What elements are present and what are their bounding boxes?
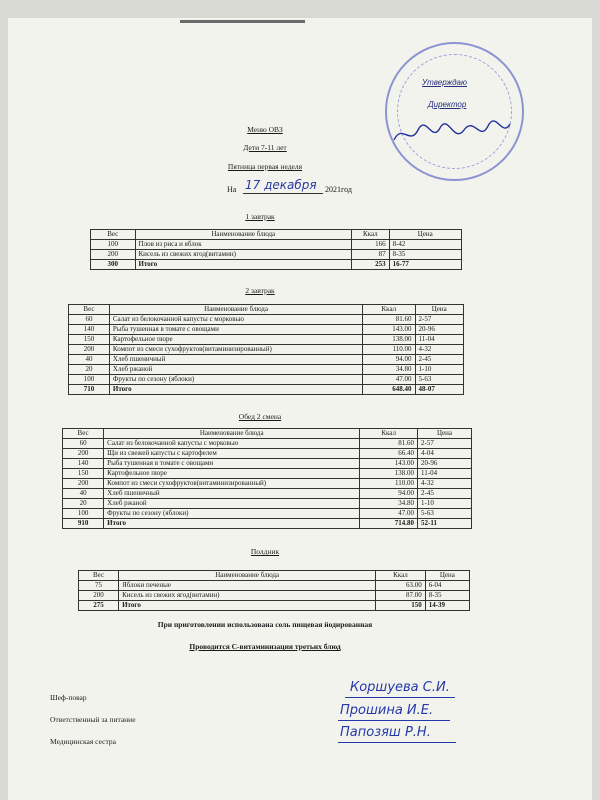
cell-weight: 200 [91,250,136,260]
section-title-snack: Полдник [250,547,280,556]
nutrition-officer-signature: Прошина И.Е. [340,703,434,718]
cell-weight: 200 [79,591,119,601]
vitamin-note: Проводится С-витаминизация третьих блюд [189,642,341,651]
cell-price: 1-10 [418,499,472,509]
table-row [63,499,472,509]
section-title-lunch: Обед 2 смена [238,412,282,421]
total-weight: 300 [91,260,136,270]
cell-name: Кисель из свежих ягод(витамин) [119,591,376,601]
cell-kcal: 143.00 [360,459,418,469]
cell-price: 8-42 [389,240,461,250]
nutrition-officer-label: Ответственный за питание [50,715,136,724]
total-row [69,385,464,395]
total-weight: 910 [63,519,104,529]
col-header-weight: Вес [91,230,136,240]
chef-label: Шеф-повар [50,693,87,702]
cell-name: Картофельное пюре [104,469,360,479]
cell-price: 20-96 [415,325,464,335]
cell-price: 2-57 [418,439,472,449]
table-row [69,335,464,345]
col-header-kcal: Ккал [352,230,390,240]
table-row [63,469,472,479]
col-header-price: Цена [389,230,461,240]
cell-weight: 60 [63,439,104,449]
cell-kcal: 94.00 [363,355,415,365]
col-header-name: Наименование блюда [135,230,352,240]
cell-name: Фрукты по сезону (яблоки) [104,509,360,519]
total-kcal: 714.80 [360,519,418,529]
table-row [69,315,464,325]
cell-price: 5-63 [418,509,472,519]
cell-kcal: 87.00 [376,591,426,601]
age-group: Дети 7-11 лет [243,143,287,152]
table-row [91,250,462,260]
table-header-row [63,429,472,439]
cell-kcal: 166 [352,240,390,250]
cell-price: 1-10 [415,365,464,375]
cell-price: 2-45 [415,355,464,365]
cell-kcal: 34.80 [363,365,415,375]
cell-weight: 150 [69,335,110,345]
cell-name: Хлеб пшеничный [104,489,360,499]
date-year: 2021год [325,185,352,194]
cell-name: Яблоки печеные [119,581,376,591]
cell-kcal: 81.60 [360,439,418,449]
total-name: Итого [119,601,376,611]
table-row [63,489,472,499]
cell-kcal: 47.00 [360,509,418,519]
table-row [63,439,472,449]
cell-kcal: 110.00 [363,345,415,355]
cell-weight: 200 [63,479,104,489]
col-header-name: Наименование блюда [119,571,376,581]
cell-weight: 140 [69,325,110,335]
cell-price: 20-96 [418,459,472,469]
cell-kcal: 94.00 [360,489,418,499]
cell-price: 5-63 [415,375,464,385]
snack-table [78,570,470,611]
total-name: Итого [104,519,360,529]
cell-price: 8-35 [425,591,469,601]
stamp-approve-text: Утверждаю [422,78,467,87]
col-header-price: Цена [425,571,469,581]
total-kcal: 648.40 [363,385,415,395]
date-prefix: На [227,185,237,194]
col-header-kcal: Ккал [376,571,426,581]
cell-price: 4-32 [415,345,464,355]
cell-name: Картофельное пюре [109,335,362,345]
stamp-director-text: Директор [428,100,467,109]
total-name: Итого [109,385,362,395]
cell-weight: 20 [69,365,110,375]
cell-name: Кисель из свежих ягод(витамин) [135,250,352,260]
total-price: 16-77 [389,260,461,270]
table-header-row [69,305,464,315]
table-row [69,375,464,385]
col-header-name: Наименование блюда [104,429,360,439]
handwritten-date: 17 декабря [245,178,317,192]
cell-kcal: 138.00 [360,469,418,479]
table-row [69,355,464,365]
cell-name: Салат из белокочанной капусты с морковью [109,315,362,325]
cell-name: Компот из смеси сухофруктов(витаминизированный) [104,479,360,489]
nurse-signature: Папозяш Р.Н. [340,725,431,740]
total-kcal: 253 [352,260,390,270]
cell-price: 8-35 [389,250,461,260]
col-header-weight: Вес [69,305,110,315]
cell-name: Рыба тушенная в томате с овощами [104,459,360,469]
table-row [69,365,464,375]
col-header-price: Цена [415,305,464,315]
salt-note: При приготовлении использована соль пищевая йодированная [157,620,373,629]
table-header-row [91,230,462,240]
cell-weight: 40 [69,355,110,365]
cell-kcal: 63.00 [376,581,426,591]
total-name: Итого [135,260,352,270]
cell-name: Компот из смеси сухофруктов(витаминизированный) [109,345,362,355]
cell-name: Хлеб пшеничный [109,355,362,365]
col-header-name: Наименование блюда [109,305,362,315]
col-header-kcal: Ккал [363,305,415,315]
total-row [91,260,462,270]
table-row [69,345,464,355]
cell-price: 2-57 [415,315,464,325]
cell-name: Хлеб ржаной [104,499,360,509]
cell-price: 11-04 [418,469,472,479]
cell-weight: 75 [79,581,119,591]
total-price: 52-11 [418,519,472,529]
cell-name: Салат из белокочанной капусты с морковью [104,439,360,449]
table-row [69,325,464,335]
col-header-price: Цена [418,429,472,439]
cell-weight: 140 [63,459,104,469]
total-weight: 710 [69,385,110,395]
table-row [91,240,462,250]
col-header-kcal: Ккал [360,429,418,439]
cell-kcal: 110.00 [360,479,418,489]
cell-kcal: 47.00 [363,375,415,385]
cell-kcal: 34.80 [360,499,418,509]
cell-kcal: 66.40 [360,449,418,459]
table-row [79,581,470,591]
cell-kcal: 143.00 [363,325,415,335]
cell-price: 2-45 [418,489,472,499]
cell-price: 4-04 [418,449,472,459]
table-row [63,459,472,469]
table-row [79,591,470,601]
cell-weight: 20 [63,499,104,509]
col-header-weight: Вес [79,571,119,581]
chef-signature: Коршуева С.И. [350,680,450,695]
cell-weight: 200 [69,345,110,355]
cell-kcal: 138.00 [363,335,415,345]
cell-kcal: 87 [352,250,390,260]
cell-name: Плов из риса и яблок [135,240,352,250]
cell-price: 11-04 [415,335,464,345]
menu-title: Меню ОВЗ [247,125,283,134]
cell-weight: 100 [63,509,104,519]
cell-name: Хлеб ржаной [109,365,362,375]
breakfast2-table [68,304,464,395]
nurse-label: Медицинская сестра [50,737,116,746]
breakfast1-table [90,229,462,270]
total-price: 14-39 [425,601,469,611]
cell-price: 6-04 [425,581,469,591]
total-kcal: 150 [376,601,426,611]
section-title-breakfast2: 2 завтрак [245,286,275,295]
table-row [63,509,472,519]
cell-weight: 150 [63,469,104,479]
table-row [63,479,472,489]
cell-weight: 100 [69,375,110,385]
cell-price: 4-32 [418,479,472,489]
cell-name: Рыба тушенная в томате с овощами [109,325,362,335]
total-row [79,601,470,611]
total-weight: 275 [79,601,119,611]
col-header-weight: Вес [63,429,104,439]
lunch-table [62,428,472,529]
cell-kcal: 81.60 [363,315,415,325]
cell-name: Фрукты по сезону (яблоки) [109,375,362,385]
total-row [63,519,472,529]
approval-stamp [385,42,524,181]
cell-weight: 40 [63,489,104,499]
cell-weight: 60 [69,315,110,325]
cell-weight: 100 [91,240,136,250]
cell-weight: 200 [63,449,104,459]
week-day: Пятница первая неделя [227,162,303,171]
section-title-breakfast1: 1 завтрак [245,212,275,221]
total-price: 48-07 [415,385,464,395]
cell-name: Щи из свежей капусты с картофелем [104,449,360,459]
table-row [63,449,472,459]
table-header-row [79,571,470,581]
top-rule [180,20,305,23]
